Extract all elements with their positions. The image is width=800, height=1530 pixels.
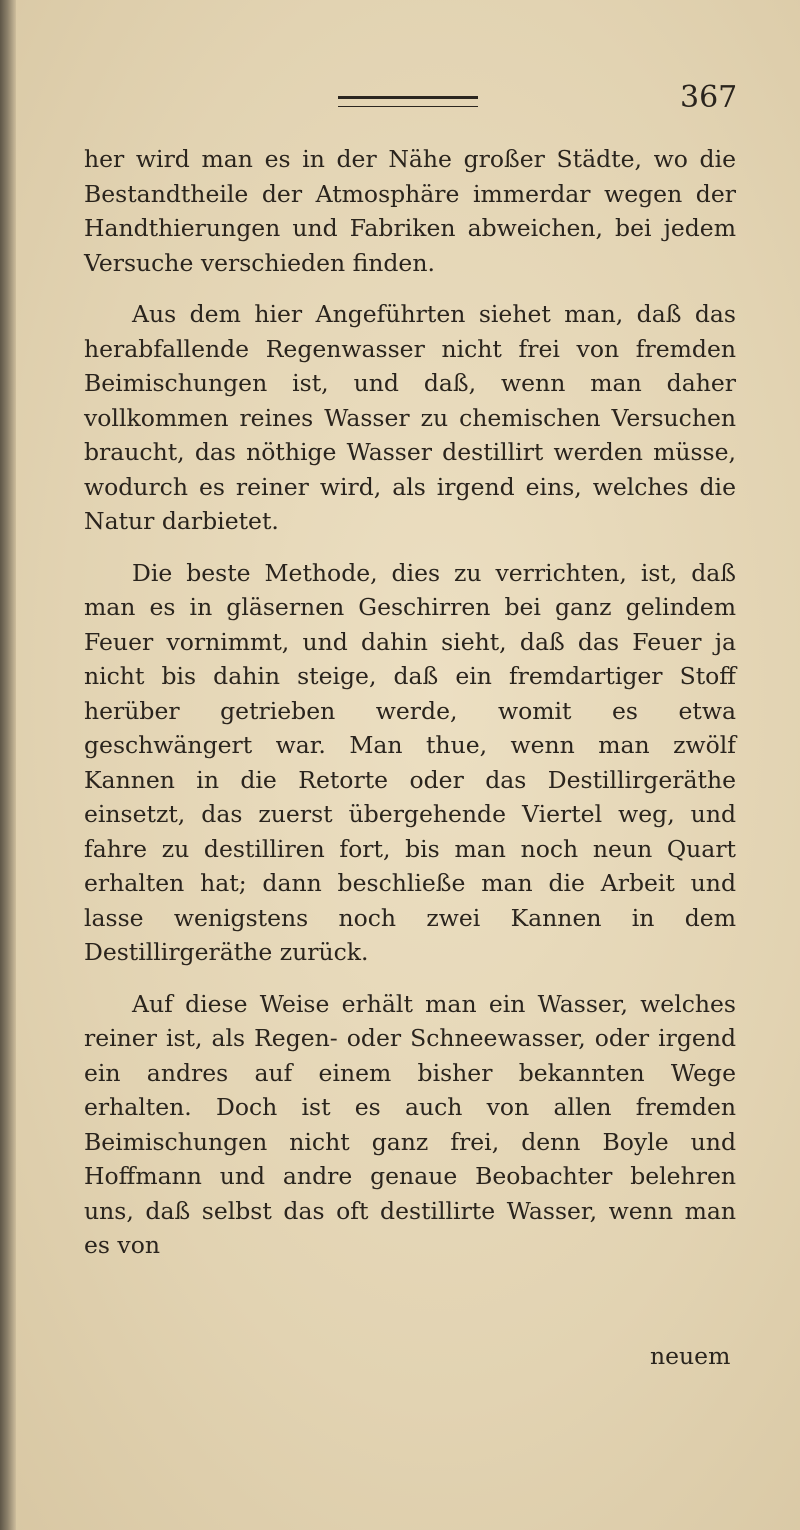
page-number: 367: [680, 80, 738, 115]
body-text: [84, 142, 736, 1263]
header-rule: [338, 96, 478, 107]
paragraph-2: Aus dem hier Angeführten siehet man, daß das herabfallende Regenwasser nicht frei von fremden Beimischungen ist, und daß, wenn man daher vollkommen reines Wasser zu chemischen Versuchen braucht, das nöthige Wasser destillirt werden müsse, wodurch es reiner wird, als irgend eins, welches die Natur darbietet.: [84, 300, 736, 535]
paragraph-3: Die beste Methode, dies zu verrichten, ist, daß man es in gläsernen Geschirren bei ganz gelindem Feuer vornimmt, und dahin sieht, daß das Feuer ja nicht bis dahin steige, daß ein fremdartiger Stoff herüber getrieben werde, womit es etwa geschwängert war. Man thue, wenn man zwölf Kannen in die Retorte oder das Destillirgeräthe einsetzt, das zuerst übergehende Viertel weg, und fahre zu destilliren fort, bis man noch neun Quart erhalten hat; dann beschließe man die Arbeit und lasse wenigstens noch zwei Kannen in dem Destillirgeräthe zurück.: [84, 558, 736, 966]
binding-gutter: [0, 0, 16, 1530]
catchword: neuem: [650, 1342, 731, 1370]
paragraph-4: Auf diese Weise erhält man ein Wasser, welches reiner ist, als Regen- oder Schneewasser, oder irgend ein andres auf einem bisher bekannten Wege erhalten. Doch ist es auch von allen fremden Beimischungen nicht ganz frei, denn Boyle und Hoffmann und andre genaue Beobachter belehren uns, daß selbst das oft destillirte Wasser, wenn man es von: [84, 989, 736, 1259]
paragraph-1: her wird man es in der Nähe großer Städte, wo die Bestandtheile der Atmosphäre immerdar wegen der Handthierungen und Fabriken abweichen, bei jedem Versuche verschieden finden.: [84, 145, 736, 277]
